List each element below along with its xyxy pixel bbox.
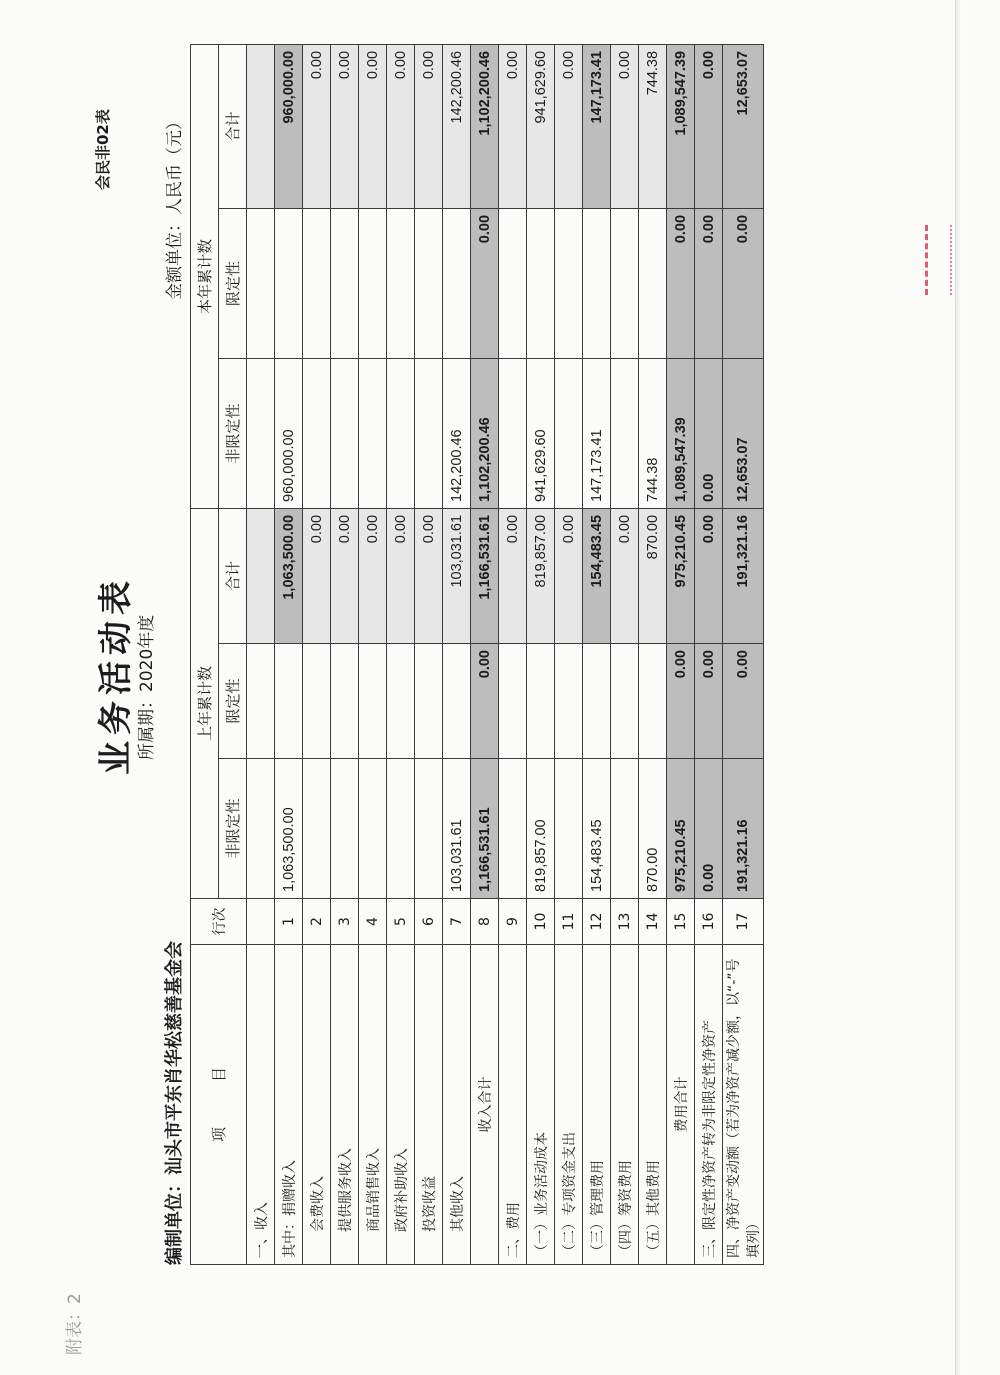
row-item: 商品销售收入: [359, 945, 387, 1265]
compiling-unit-label: 编制单位：: [164, 1175, 185, 1265]
cell-c-r: [611, 208, 639, 358]
form-code: 会民非02表: [94, 109, 112, 190]
currency-label: 金额单位：: [165, 215, 185, 300]
cell-p-t: 0.00: [555, 508, 583, 643]
row-line-no: 10: [527, 899, 555, 945]
header-this-restricted: 限定性: [219, 208, 247, 358]
row-item: 费用合计: [667, 945, 695, 1265]
header-this-unrestricted: 非限定性: [219, 358, 247, 508]
cell-p-nr: 819,857.00: [527, 759, 555, 899]
cell-c-t: 0.00: [303, 44, 331, 208]
red-seal-stamp: [925, 225, 952, 295]
header-prev-unrestricted: 非限定性: [219, 759, 247, 899]
row-item: 四、净资产变动额（若为净资产减少额，以“-”号填列）: [723, 945, 764, 1265]
cell-c-t: 0.00: [499, 44, 527, 208]
row-line-no: 13: [611, 899, 639, 945]
cell-p-nr: 1,166,531.61: [471, 759, 499, 899]
cell-p-nr: 191,321.16: [723, 759, 764, 899]
row-item: 一、收入: [247, 945, 275, 1265]
cell-c-r: [527, 208, 555, 358]
activity-statement-table: [190, 44, 764, 1265]
row-item: （三）管理费用: [583, 945, 611, 1265]
cell-p-nr: 975,210.45: [667, 759, 695, 899]
header-this-year: 本年累计数: [191, 44, 219, 508]
table-row: [583, 44, 611, 1264]
cell-p-nr: [247, 759, 275, 899]
cell-p-t: 191,321.16: [723, 508, 764, 643]
cell-p-t: 0.00: [415, 508, 443, 643]
cell-c-nr: 941,629.60: [527, 358, 555, 508]
row-item: 收入合计: [471, 945, 499, 1265]
cell-p-t: 0.00: [611, 508, 639, 643]
table-row: [247, 44, 275, 1264]
row-item: 投资收益: [415, 945, 443, 1265]
period: [132, 615, 157, 760]
cell-p-r: [275, 644, 303, 759]
cell-c-t: 1,089,547.39: [667, 44, 695, 208]
cell-p-nr: [611, 759, 639, 899]
row-line-no: 11: [555, 899, 583, 945]
row-line-no: 6: [415, 899, 443, 945]
cell-c-r: [415, 208, 443, 358]
currency-unit: [160, 113, 185, 300]
cell-p-nr: 0.00: [695, 759, 723, 899]
cell-p-r: [583, 644, 611, 759]
cell-p-nr: [303, 759, 331, 899]
row-line-no: 14: [639, 899, 667, 945]
table-row: [695, 44, 723, 1264]
cell-c-nr: [555, 358, 583, 508]
cell-c-r: [331, 208, 359, 358]
cell-p-t: 0.00: [387, 508, 415, 643]
cell-c-r: [275, 208, 303, 358]
cell-c-r: [639, 208, 667, 358]
cell-c-t: 744.38: [639, 44, 667, 208]
cell-p-t: 103,031.61: [443, 508, 471, 643]
attachment-label: 附表：2: [65, 1293, 85, 1355]
cell-c-nr: 1,102,200.46: [471, 358, 499, 508]
cell-p-r: [443, 644, 471, 759]
cell-c-t: 0.00: [555, 44, 583, 208]
table-row: [303, 44, 331, 1264]
cell-c-r: 0.00: [695, 208, 723, 358]
cell-p-t: 1,063,500.00: [275, 508, 303, 643]
cell-c-nr: 744.38: [639, 358, 667, 508]
cell-p-nr: 1,063,500.00: [275, 759, 303, 899]
cell-c-t: 1,102,200.46: [471, 44, 499, 208]
cell-p-nr: [415, 759, 443, 899]
cell-c-nr: [387, 358, 415, 508]
cell-c-nr: 960,000.00: [275, 358, 303, 508]
cell-c-t: 142,200.46: [443, 44, 471, 208]
header-prev-total: 合计: [219, 508, 247, 643]
table-row: [527, 44, 555, 1264]
cell-p-nr: [331, 759, 359, 899]
cell-p-r: [639, 644, 667, 759]
cell-c-r: [247, 208, 275, 358]
cell-c-r: [387, 208, 415, 358]
compiling-unit: [160, 941, 186, 1265]
table-row: [611, 44, 639, 1264]
cell-p-r: 0.00: [695, 644, 723, 759]
cell-p-t: [247, 508, 275, 643]
cell-c-t: 0.00: [387, 44, 415, 208]
cell-c-nr: 12,653.07: [723, 358, 764, 508]
cell-p-nr: [387, 759, 415, 899]
cell-p-r: [555, 644, 583, 759]
cell-c-nr: [331, 358, 359, 508]
cell-c-nr: [247, 358, 275, 508]
cell-p-t: 819,857.00: [527, 508, 555, 643]
cell-p-t: 870.00: [639, 508, 667, 643]
cell-p-nr: 103,031.61: [443, 759, 471, 899]
cell-c-nr: 142,200.46: [443, 358, 471, 508]
cell-c-nr: [611, 358, 639, 508]
cell-c-t: 147,173.41: [583, 44, 611, 208]
cell-c-t: 0.00: [331, 44, 359, 208]
row-item: （四）筹资费用: [611, 945, 639, 1265]
cell-p-r: [527, 644, 555, 759]
cell-c-nr: [359, 358, 387, 508]
table-row: [443, 44, 471, 1264]
cell-p-r: [359, 644, 387, 759]
cell-c-t: 941,629.60: [527, 44, 555, 208]
table-row: [639, 44, 667, 1264]
cell-p-t: 0.00: [331, 508, 359, 643]
row-item: 会费收入: [303, 945, 331, 1265]
row-item: 其中：捐赠收入: [275, 945, 303, 1265]
cell-c-nr: [303, 358, 331, 508]
row-item: （一）业务活动成本: [527, 945, 555, 1265]
cell-p-nr: 154,483.45: [583, 759, 611, 899]
row-line-no: 17: [723, 899, 764, 945]
table-row: [275, 44, 303, 1264]
row-line-no: [247, 899, 275, 945]
cell-p-nr: [359, 759, 387, 899]
header-line: 行次: [191, 899, 247, 945]
cell-c-r: [583, 208, 611, 358]
row-line-no: 1: [275, 899, 303, 945]
row-line-no: 16: [695, 899, 723, 945]
row-line-no: 8: [471, 899, 499, 945]
cell-c-r: [555, 208, 583, 358]
table-row: [555, 44, 583, 1264]
row-item: 提供服务收入: [331, 945, 359, 1265]
cell-c-nr: [499, 358, 527, 508]
row-item: （二）专项资金支出: [555, 945, 583, 1265]
cell-p-r: 0.00: [723, 644, 764, 759]
cell-c-nr: 147,173.41: [583, 358, 611, 508]
row-line-no: 12: [583, 899, 611, 945]
header-prev-year: 上年累计数: [191, 508, 219, 898]
table-row: [667, 44, 695, 1264]
row-line-no: 5: [387, 899, 415, 945]
currency-value: 人民币（元）: [165, 113, 185, 215]
table-row: [331, 44, 359, 1264]
row-item: 三、限定性净资产转为非限定性净资产: [695, 945, 723, 1265]
cell-p-r: 0.00: [471, 644, 499, 759]
cell-p-nr: 870.00: [639, 759, 667, 899]
row-line-no: 7: [443, 899, 471, 945]
table-row: [723, 44, 764, 1264]
cell-c-nr: 0.00: [695, 358, 723, 508]
period-value: 2020年度: [137, 614, 157, 692]
cell-p-nr: [499, 759, 527, 899]
compiling-unit-value: 汕头市平东肖华松慈善基金会: [164, 941, 185, 1175]
cell-c-t: 960,000.00: [275, 44, 303, 208]
cell-c-t: 12,653.07: [723, 44, 764, 208]
row-item: （五）其他费用: [639, 945, 667, 1265]
cell-c-r: 0.00: [667, 208, 695, 358]
row-item: 其他收入: [443, 945, 471, 1265]
cell-c-r: [303, 208, 331, 358]
row-line-no: 4: [359, 899, 387, 945]
cell-p-t: 1,166,531.61: [471, 508, 499, 643]
cell-c-t: 0.00: [695, 44, 723, 208]
row-line-no: 15: [667, 899, 695, 945]
cell-c-t: 0.00: [611, 44, 639, 208]
table-row: [415, 44, 443, 1264]
header-this-total: 合计: [219, 44, 247, 208]
cell-c-r: 0.00: [471, 208, 499, 358]
cell-c-t: [247, 44, 275, 208]
cell-p-t: 0.00: [359, 508, 387, 643]
cell-c-r: [359, 208, 387, 358]
table-row: [387, 44, 415, 1264]
cell-p-r: [303, 644, 331, 759]
header-item: 项 目: [191, 945, 247, 1265]
row-line-no: 2: [303, 899, 331, 945]
row-item: 二、费用: [499, 945, 527, 1265]
cell-p-r: [415, 644, 443, 759]
cell-p-t: 0.00: [695, 508, 723, 643]
header-row-1: [191, 44, 219, 1264]
cell-c-r: [443, 208, 471, 358]
cell-p-r: [499, 644, 527, 759]
cell-p-r: 0.00: [667, 644, 695, 759]
table-row: [499, 44, 527, 1264]
cell-p-t: 975,210.45: [667, 508, 695, 643]
cell-p-r: [247, 644, 275, 759]
cell-c-nr: 1,089,547.39: [667, 358, 695, 508]
table-row: [471, 44, 499, 1264]
cell-c-r: 0.00: [723, 208, 764, 358]
cell-c-r: [499, 208, 527, 358]
cell-p-r: [611, 644, 639, 759]
cell-p-t: 154,483.45: [583, 508, 611, 643]
cell-p-r: [387, 644, 415, 759]
cell-p-r: [331, 644, 359, 759]
period-label: 所属期：: [137, 692, 157, 760]
cell-p-t: 0.00: [499, 508, 527, 643]
cell-p-t: 0.00: [303, 508, 331, 643]
row-item: 政府补助收入: [387, 945, 415, 1265]
page-title: 业务活动表: [96, 575, 136, 775]
row-line-no: 9: [499, 899, 527, 945]
row-line-no: 3: [331, 899, 359, 945]
cell-p-nr: [555, 759, 583, 899]
cell-c-t: 0.00: [415, 44, 443, 208]
header-prev-restricted: 限定性: [219, 644, 247, 759]
cell-c-nr: [415, 358, 443, 508]
cell-c-t: 0.00: [359, 44, 387, 208]
table-row: [359, 44, 387, 1264]
